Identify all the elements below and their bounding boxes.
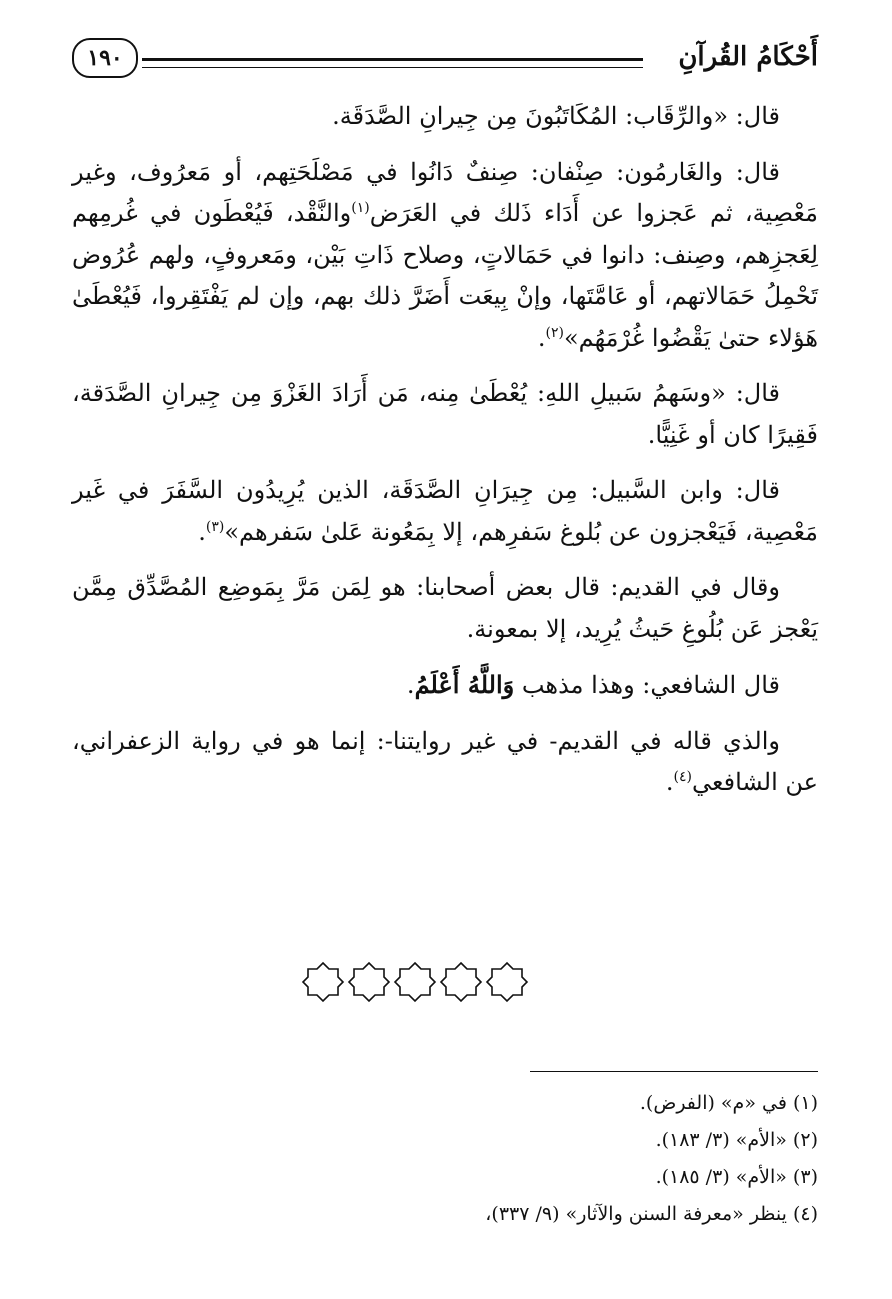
star-ornament-icon (439, 960, 483, 1004)
paragraph (72, 567, 818, 650)
footnote: (١) في «م» (الفرض). (639, 1092, 818, 1114)
text-span: قال: وابن السَّبيل: مِن جِيرَانِ الصَّدَقَة، الذين يُرِيدُون السَّفَرَ في غَير مَعْصِية، فَيَعْجزون عن بُلوغ سَفرِهم، إلا بِمَعُونة عَلىٰ سَفرهم» (72, 476, 818, 546)
footnote-marker[interactable]: (١) (351, 200, 370, 216)
body-text (72, 96, 818, 818)
paragraph (72, 152, 818, 360)
footnote: (٢) «الأم» (٣/ ١٨٣). (655, 1129, 818, 1151)
book-title: أَحْكَامُ القُرآنِ (678, 42, 818, 72)
star-ornament-icon (393, 960, 437, 1004)
paragraph (72, 721, 818, 804)
star-ornament-icon (347, 960, 391, 1004)
text-span: . (537, 323, 546, 352)
paragraph (72, 373, 818, 456)
text-span: . (198, 517, 206, 546)
star-ornament-icon (485, 960, 529, 1004)
text-span: قال: «والرِّقَاب: المُكَاتَبُونَ مِن جِيرانِ الصَّدَقَة. (332, 102, 780, 130)
paragraph (72, 470, 818, 553)
text-span: قال: «وسَهمُ سَبيلِ اللهِ: يُعْطَىٰ مِنه، مَن أَرَادَ الغَزْوَ مِن جِيرانِ الصَّدَقة، فَقِيرًا كان أو غَنِيًّا. (72, 379, 818, 449)
footnote: (٣) «الأم» (٣/ ١٨٥). (655, 1166, 818, 1188)
paragraph (72, 96, 818, 138)
text-span: . (665, 768, 674, 796)
page-header (72, 36, 818, 84)
footnote-separator (530, 1071, 818, 1072)
allah-knows-best-phrase: وَاللَّهُ أَعْلَمُ (414, 670, 515, 699)
star-ornament-icon (301, 960, 345, 1004)
text-span: قال: والغَارمُون: صِنْفان: صِنفٌ دَانُوا في مَصْلَحَتِهم، أو مَعرُوف، وغير مَعْصِية، ثم عَجزوا عن أَدَاء ذَلك في العَرَض (72, 157, 818, 227)
text-span: قال الشافعي: وهذا مذهب (514, 671, 780, 699)
footnotes (72, 1085, 818, 1233)
text-span: والنَّقْد، فَيُعْطَون في غُرمِهم لِعَجزِهم، وصِنف: دانوا في حَمَالاتٍ، وصلاح ذَاتِ بَيْن، ومَعروفٍ، ولهم عُرُوض تَحْمِلُ حَمَالاتهم، أو عَامَّتَها، وإنْ بِيعَت أَضَرَّ ذلك بهم، وإن لم يَفْتَقِروا، فَيُعْطَىٰ هَؤلاء حتىٰ يَقْضُوا غُرْمَهُم» (72, 199, 818, 352)
page-number: ١٩٠ (72, 38, 138, 78)
footnote-marker[interactable]: (٣) (205, 518, 225, 535)
section-divider (300, 960, 530, 1004)
text-span: والذي قاله في القديم- في غير روايتنا-: إنما هو في رواية الزعفراني، عن الشافعي (72, 726, 818, 796)
text-span: وقال في القديم: قال بعض أصحابنا: هو لِمَن مَرَّ بِمَوضِع المُصَّدِّق مِمَّن يَعْجز عَن بُلُوغِ حَيثُ يُرِيد، إلا بمعونة. (72, 573, 818, 643)
paragraph (72, 664, 818, 707)
footnote-marker[interactable]: (٢) (545, 324, 564, 341)
header-rule (142, 58, 643, 68)
text-span: . (406, 671, 415, 699)
footnote-marker[interactable]: (٤) (673, 769, 693, 785)
footnote: (٤) ينظر «معرفة السنن والآثار» (٩/ ٣٣٧)، (485, 1203, 818, 1225)
